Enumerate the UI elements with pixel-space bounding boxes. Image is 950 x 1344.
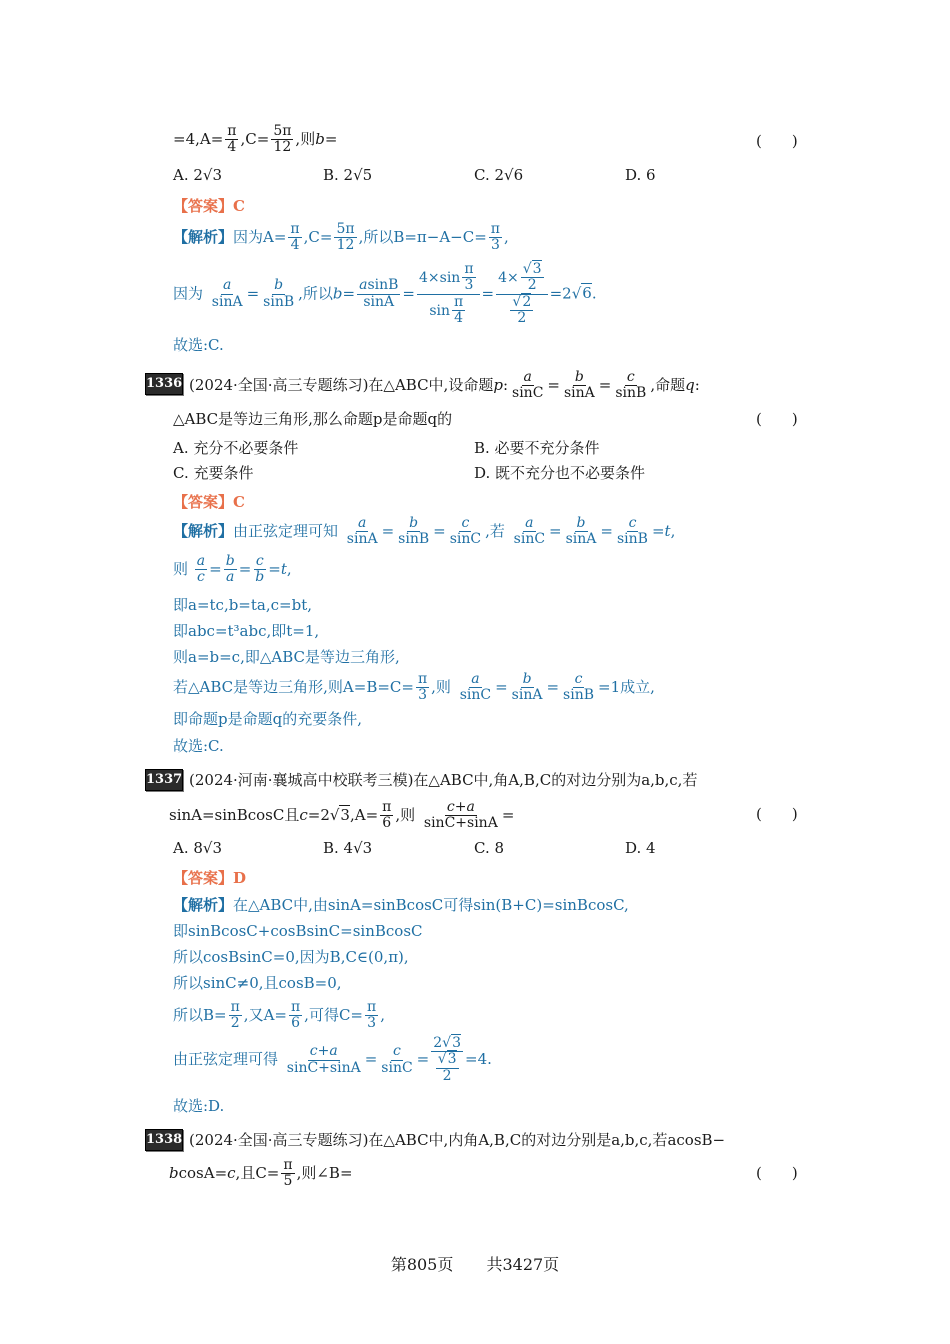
q1338-answer-paren: ( ): [756, 1164, 798, 1182]
q1337-option-b: B. 4√3: [323, 839, 373, 857]
q1338-stem-line-1: (2024·全国·高三专题练习)在△ABC中,内角A,B,C的对边分别是a,b,c,若acosB−: [189, 1131, 726, 1149]
q1337-analysis-line-5: 所以B= $\frac{\pi}{2}$ ,又A= $\frac{\pi}{6}$ ,可得C= $\frac{\pi}{3}$ ,: [173, 999, 385, 1032]
answer-letter: D: [233, 869, 247, 887]
q1335-stem-end: =4,A= $\frac{\pi}{4}$ ,C= $\frac{5\pi}{12}$ ,则b=: [173, 123, 338, 156]
q1337-analysis-line-3: 所以cosBsinC=0,因为B,C∈(0,π),: [173, 948, 409, 966]
q1336-option-d: D. 既不充分也不必要条件: [474, 464, 646, 482]
q1337-answer-paren: ( ): [756, 805, 798, 823]
q1336-option-b: B. 必要不充分条件: [474, 439, 600, 457]
answer-tag: 【答案】: [173, 869, 234, 887]
q1336-analysis-line-3: 即a=tc,b=ta,c=bt,: [173, 596, 312, 614]
q1335-option-a: A. 2√3: [173, 166, 223, 184]
q1337-analysis-line-4: 所以sinC≠0,且cosB=0,: [173, 974, 342, 992]
q1336-number-badge: 1336: [145, 373, 183, 395]
q1337-option-c: C. 8: [474, 839, 505, 857]
page-footer: [0, 1252, 950, 1275]
q1336-option-a: A. 充分不必要条件: [173, 439, 299, 457]
q1335-answer-paren: ( ): [756, 132, 798, 150]
answer-tag: 【答案】: [173, 493, 234, 511]
q1337-stem-line-2: sinA=sinBcosC且c=2√3,A= $\frac{\pi}{6}$ ,则 $\frac{c+a}{\sin C+\sin A}$ =: [169, 799, 515, 832]
q1336-answer-paren: ( ): [756, 410, 798, 428]
q1336-option-c: C. 充要条件: [173, 464, 254, 482]
q1337-analysis-line-7: 故选:D.: [173, 1097, 225, 1115]
q1336-answer: [173, 491, 245, 512]
q1336-analysis-line-5: 则a=b=c,即△ABC是等边三角形,: [173, 648, 400, 666]
q1337-analysis-line-6: 由正弦定理可得 $\frac{c+a}{\sin C+\sin A}$ = $\frac{c}{\sin C}$ = $\frac{2√3}{\frac{√3}{2}}$ =4.: [173, 1035, 492, 1084]
q1337-number-badge: 1337: [145, 769, 183, 791]
q1335-answer: [173, 195, 245, 216]
q1337-answer: [173, 867, 246, 888]
q1336-stem-line-2: △ABC是等边三角形,那么命题p是命题q的: [173, 410, 453, 428]
q1335-option-b: B. 2√5: [323, 166, 373, 184]
q1338-stem-line-2: bcosA=c,且C= $\frac{\pi}{5}$ ,则∠B=: [169, 1157, 353, 1190]
q1336-analysis-line-8: 故选:C.: [173, 737, 224, 755]
q1335-analysis-line-1: 【解析】因为A= $\frac{\pi}{4}$ ,C= $\frac{5\pi}{12}$ ,所以B=π−A−C= $\frac{\pi}{3}$ ,: [173, 221, 509, 254]
q1335-option-d: D. 6: [625, 166, 656, 184]
q1336-analysis-line-6: 若△ABC是等边三角形,则A=B=C= $\frac{\pi}{3}$ ,则 $\frac{a}{\sin C}$ = $\frac{b}{\sin A}$ = $\frac{c}{\sin B}$ =1成立,: [173, 671, 655, 704]
q1336-analysis-line-1: 【解析】由正弦定理可知 $\frac{a}{\sin A}$ = $\frac{b}{\sin B}$ = $\frac{c}{\sin C}$ ,若 $\frac{a}{\sin C}$ = $\frac{b}{\sin A}$ = $\frac{c}{\sin B}$ =t,: [173, 515, 676, 548]
q1335-analysis-line-2: 因为 $\frac{a}{\sin A}$ = $\frac{b}{\sin B}$ ,所以b= $\frac{asinB}{\sin A}$ = 4×sin $\frac{\pi}{3}$ sin $\frac{\pi}{4}$ = 4× $\frac{√3}{2}$ $\frac{√2}{2}$ =2√6.: [173, 261, 597, 327]
q1337-analysis-line-2: 即sinBcosC+cosBsinC=sinBcosC: [173, 922, 423, 940]
q1337-stem-line-1: (2024·河南·襄城高中校联考三模)在△ABC中,角A,B,C的对边分别为a,b,c,若: [189, 771, 698, 789]
page-number: 第805页: [390, 1255, 454, 1274]
q1335-analysis-line-3: 故选:C.: [173, 336, 224, 354]
q1336-analysis-line-7: 即命题p是命题q的充要条件,: [173, 710, 362, 728]
q1336-analysis-line-2: 则 $\frac{a}{c}$ = $\frac{b}{a}$ = $\frac{c}{b}$ =t,: [173, 553, 292, 586]
q1336-analysis-line-4: 即abc=t³abc,即t=1,: [173, 622, 320, 640]
q1335-option-c: C. 2√6: [474, 166, 524, 184]
answer-letter: C: [233, 493, 245, 511]
q1337-option-a: A. 8√3: [173, 839, 223, 857]
q1337-option-d: D. 4: [625, 839, 656, 857]
total-pages: 共3427页: [486, 1255, 560, 1274]
q1337-analysis-line-1: 【解析】在△ABC中,由sinA=sinBcosC可得sin(B+C)=sinBcosC,: [173, 896, 629, 914]
answer-tag: 【答案】: [173, 197, 234, 215]
answer-letter: C: [233, 197, 245, 215]
q1338-number-badge: 1338: [145, 1129, 183, 1151]
q1336-stem-line-1: (2024·全国·高三专题练习)在△ABC中,设命题p: $\frac{a}{\sin C}$ = $\frac{b}{\sin A}$ = $\frac{c}{\sin B}$ ,命题q:: [189, 369, 700, 402]
